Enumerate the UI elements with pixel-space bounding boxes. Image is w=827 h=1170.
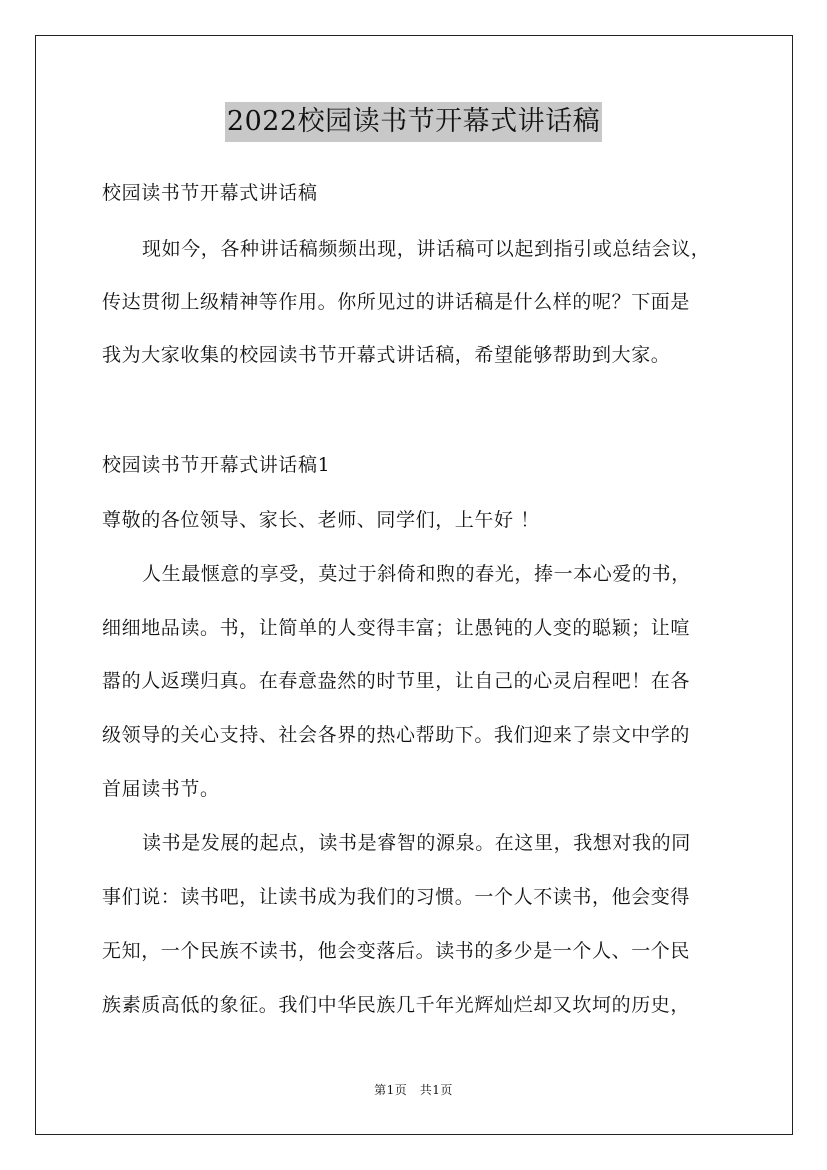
page-number-footer: 第1页 共1页 xyxy=(374,1083,453,1097)
paragraph2-line: 事们说：读书吧，让读书成为我们的习惯。一个人不读书，他会变得 xyxy=(102,886,691,908)
paragraph2-line: 无知，一个民族不读书，他会变落后。读书的多少是一个人、一个民 xyxy=(102,940,691,962)
document-title: 2022校园读书节开幕式讲话稿 xyxy=(225,102,602,142)
intro-line: 传达贯彻上级精神等作用。你所见过的讲话稿是什么样的呢？下面是 xyxy=(102,291,691,313)
paragraph1-line: 细细地品读。书，让简单的人变得丰富；让愚钝的人变的聪颖；让喧 xyxy=(102,617,691,639)
intro-line: 现如今，各种讲话稿频频出现，讲话稿可以起到指引或总结会议， xyxy=(142,238,711,260)
paragraph1-line: 嚣的人返璞归真。在春意盎然的时节里，让自己的心灵启程吧！在各 xyxy=(102,670,691,692)
intro-line: 我为大家收集的校园读书节开幕式讲话稿，希望能够帮助到大家。 xyxy=(102,344,671,366)
paragraph1-line: 人生最惬意的享受，莫过于斜倚和煦的春光，捧一本心爱的书， xyxy=(142,563,691,585)
paragraph2-line: 读书是发展的起点，读书是睿智的源泉。在这里，我想对我的同 xyxy=(142,832,691,854)
paragraph1-line: 首届读书节。 xyxy=(102,778,220,800)
document-subtitle: 校园读书节开幕式讲话稿 xyxy=(102,182,318,204)
greeting: 尊敬的各位领导、家长、老师、同学们，上午好 ！ xyxy=(102,509,540,531)
section-heading: 校园读书节开幕式讲话稿1 xyxy=(102,454,331,476)
paragraph2-line: 族素质高低的象征。我们中华民族几千年光辉灿烂却又坎坷的历史， xyxy=(102,994,691,1016)
title-container xyxy=(0,102,827,142)
paragraph1-line: 级领导的关心支持、社会各界的热心帮助下。我们迎来了崇文中学的 xyxy=(102,724,691,746)
